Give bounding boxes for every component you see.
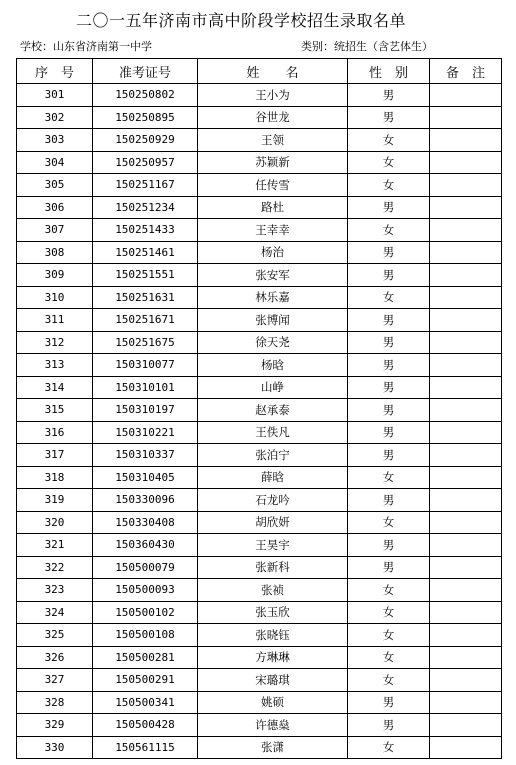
cell-gender: 女 <box>348 601 430 624</box>
cell-gender: 男 <box>348 691 430 714</box>
cell-name: 任传雪 <box>198 174 348 197</box>
cell-gender: 女 <box>348 151 430 174</box>
cell-exam-number: 150251551 <box>93 264 198 287</box>
cell-seq: 318 <box>17 466 93 489</box>
table-row <box>17 174 502 197</box>
table-row <box>17 264 502 287</box>
cell-gender: 女 <box>348 219 430 242</box>
category-label: 类别：统招生（含艺体生） <box>301 40 433 53</box>
cell-exam-number: 150360430 <box>93 534 198 557</box>
cell-seq: 326 <box>17 646 93 669</box>
cell-remarks <box>430 264 502 287</box>
table-row <box>17 736 502 759</box>
cell-exam-number: 150310337 <box>93 444 198 467</box>
table-row <box>17 241 502 264</box>
cell-gender: 女 <box>348 624 430 647</box>
cell-remarks <box>430 354 502 377</box>
cell-exam-number: 150500079 <box>93 556 198 579</box>
school-label: 学校：山东省济南第一中学 <box>20 40 152 53</box>
cell-seq: 321 <box>17 534 93 557</box>
cell-remarks <box>430 466 502 489</box>
cell-gender: 女 <box>348 646 430 669</box>
cell-exam-number: 150250957 <box>93 151 198 174</box>
cell-gender: 女 <box>348 736 430 759</box>
cell-remarks <box>430 601 502 624</box>
cell-exam-number: 150310405 <box>93 466 198 489</box>
cell-gender: 女 <box>348 466 430 489</box>
cell-remarks <box>430 196 502 219</box>
cell-exam-number: 150500281 <box>93 646 198 669</box>
cell-exam-number: 150251675 <box>93 331 198 354</box>
cell-gender: 女 <box>348 174 430 197</box>
cell-gender: 男 <box>348 556 430 579</box>
cell-exam-number: 150250929 <box>93 129 198 152</box>
cell-name: 路杜 <box>198 196 348 219</box>
table-row <box>17 376 502 399</box>
table-row <box>17 669 502 692</box>
cell-seq: 317 <box>17 444 93 467</box>
cell-remarks <box>430 714 502 737</box>
cell-gender: 男 <box>348 309 430 332</box>
cell-seq: 324 <box>17 601 93 624</box>
cell-name: 姚硕 <box>198 691 348 714</box>
cell-remarks <box>430 376 502 399</box>
cell-remarks <box>430 534 502 557</box>
cell-name: 张潇 <box>198 736 348 759</box>
cell-exam-number: 150330408 <box>93 511 198 534</box>
cell-gender: 女 <box>348 129 430 152</box>
table-row <box>17 196 502 219</box>
cell-gender: 男 <box>348 354 430 377</box>
cell-gender: 男 <box>348 399 430 422</box>
cell-seq: 313 <box>17 354 93 377</box>
cell-exam-number: 150561115 <box>93 736 198 759</box>
cell-name: 王佚凡 <box>198 421 348 444</box>
cell-seq: 328 <box>17 691 93 714</box>
cell-gender: 男 <box>348 489 430 512</box>
cell-name: 薛晗 <box>198 466 348 489</box>
cell-gender: 男 <box>348 84 430 107</box>
cell-seq: 302 <box>17 106 93 129</box>
table-header-row <box>17 59 502 84</box>
cell-seq: 301 <box>17 84 93 107</box>
cell-name: 徐天尧 <box>198 331 348 354</box>
table-row <box>17 466 502 489</box>
cell-gender: 女 <box>348 669 430 692</box>
cell-remarks <box>430 444 502 467</box>
cell-gender: 男 <box>348 534 430 557</box>
cell-seq: 323 <box>17 579 93 602</box>
cell-remarks <box>430 151 502 174</box>
cell-remarks <box>430 579 502 602</box>
cell-remarks <box>430 421 502 444</box>
cell-exam-number: 150500428 <box>93 714 198 737</box>
cell-name: 杨晗 <box>198 354 348 377</box>
table-row <box>17 511 502 534</box>
cell-seq: 316 <box>17 421 93 444</box>
cell-gender: 男 <box>348 196 430 219</box>
cell-exam-number: 150310101 <box>93 376 198 399</box>
cell-gender: 女 <box>348 579 430 602</box>
cell-seq: 330 <box>17 736 93 759</box>
cell-remarks <box>430 106 502 129</box>
cell-remarks <box>430 511 502 534</box>
cell-name: 张晓钰 <box>198 624 348 647</box>
cell-remarks <box>430 736 502 759</box>
cell-seq: 305 <box>17 174 93 197</box>
cell-gender: 男 <box>348 241 430 264</box>
cell-remarks <box>430 241 502 264</box>
cell-name: 杨治 <box>198 241 348 264</box>
table-row <box>17 714 502 737</box>
cell-gender: 男 <box>348 264 430 287</box>
header-gender: 性 别 <box>348 59 430 84</box>
table-row <box>17 489 502 512</box>
cell-gender: 女 <box>348 511 430 534</box>
cell-remarks <box>430 489 502 512</box>
cell-remarks <box>430 331 502 354</box>
cell-name: 谷世龙 <box>198 106 348 129</box>
cell-gender: 男 <box>348 331 430 354</box>
cell-exam-number: 150310077 <box>93 354 198 377</box>
cell-name: 王小为 <box>198 84 348 107</box>
cell-gender: 男 <box>348 376 430 399</box>
cell-name: 方琳琳 <box>198 646 348 669</box>
cell-name: 张安军 <box>198 264 348 287</box>
cell-seq: 306 <box>17 196 93 219</box>
cell-exam-number: 150250802 <box>93 84 198 107</box>
cell-name: 王领 <box>198 129 348 152</box>
table-row <box>17 84 502 107</box>
cell-seq: 311 <box>17 309 93 332</box>
cell-seq: 315 <box>17 399 93 422</box>
cell-name: 王昊宇 <box>198 534 348 557</box>
cell-seq: 327 <box>17 669 93 692</box>
cell-remarks <box>430 646 502 669</box>
cell-seq: 309 <box>17 264 93 287</box>
cell-name: 张祯 <box>198 579 348 602</box>
table-row <box>17 556 502 579</box>
table-row <box>17 691 502 714</box>
cell-name: 许德燊 <box>198 714 348 737</box>
cell-seq: 319 <box>17 489 93 512</box>
table-row <box>17 579 502 602</box>
header-remarks: 备 注 <box>430 59 502 84</box>
table-row <box>17 646 502 669</box>
cell-seq: 303 <box>17 129 93 152</box>
cell-exam-number: 150330096 <box>93 489 198 512</box>
cell-remarks <box>430 309 502 332</box>
cell-seq: 307 <box>17 219 93 242</box>
cell-name: 张玉欣 <box>198 601 348 624</box>
table-row <box>17 444 502 467</box>
cell-name: 王幸幸 <box>198 219 348 242</box>
table-row <box>17 151 502 174</box>
header-exam-number: 准考证号 <box>93 59 198 84</box>
header-name: 姓 名 <box>198 59 348 84</box>
cell-name: 石龙吟 <box>198 489 348 512</box>
table-row <box>17 399 502 422</box>
cell-gender: 男 <box>348 444 430 467</box>
cell-remarks <box>430 286 502 309</box>
cell-remarks <box>430 691 502 714</box>
cell-exam-number: 150310221 <box>93 421 198 444</box>
table-row <box>17 534 502 557</box>
cell-exam-number: 150251167 <box>93 174 198 197</box>
cell-exam-number: 150251671 <box>93 309 198 332</box>
cell-seq: 308 <box>17 241 93 264</box>
cell-name: 林乐嘉 <box>198 286 348 309</box>
cell-exam-number: 150251234 <box>93 196 198 219</box>
cell-seq: 320 <box>17 511 93 534</box>
cell-gender: 女 <box>348 286 430 309</box>
cell-seq: 304 <box>17 151 93 174</box>
cell-exam-number: 150500341 <box>93 691 198 714</box>
cell-exam-number: 150250895 <box>93 106 198 129</box>
cell-seq: 329 <box>17 714 93 737</box>
cell-name: 张泊宁 <box>198 444 348 467</box>
cell-name: 赵承泰 <box>198 399 348 422</box>
table-row <box>17 309 502 332</box>
document-title: 二〇一五年济南市高中阶段学校招生录取名单 <box>76 11 407 30</box>
cell-name: 苏颖新 <box>198 151 348 174</box>
table-row <box>17 331 502 354</box>
cell-remarks <box>430 174 502 197</box>
cell-remarks <box>430 129 502 152</box>
admission-table <box>16 58 502 759</box>
cell-seq: 325 <box>17 624 93 647</box>
cell-name: 宋璐琪 <box>198 669 348 692</box>
table-row <box>17 129 502 152</box>
table-row <box>17 354 502 377</box>
cell-remarks <box>430 399 502 422</box>
cell-seq: 322 <box>17 556 93 579</box>
cell-name: 胡欣妍 <box>198 511 348 534</box>
cell-seq: 314 <box>17 376 93 399</box>
cell-remarks <box>430 556 502 579</box>
table-row <box>17 624 502 647</box>
table-row <box>17 219 502 242</box>
table-row <box>17 601 502 624</box>
cell-remarks <box>430 624 502 647</box>
table-row <box>17 421 502 444</box>
table-body <box>17 84 502 759</box>
cell-remarks <box>430 669 502 692</box>
cell-seq: 312 <box>17 331 93 354</box>
cell-gender: 男 <box>348 421 430 444</box>
header-seq: 序 号 <box>17 59 93 84</box>
cell-remarks <box>430 219 502 242</box>
cell-exam-number: 150310197 <box>93 399 198 422</box>
table-row <box>17 286 502 309</box>
cell-exam-number: 150500291 <box>93 669 198 692</box>
cell-seq: 310 <box>17 286 93 309</box>
cell-exam-number: 150500093 <box>93 579 198 602</box>
cell-gender: 男 <box>348 106 430 129</box>
cell-exam-number: 150251631 <box>93 286 198 309</box>
cell-exam-number: 150251461 <box>93 241 198 264</box>
cell-name: 山峥 <box>198 376 348 399</box>
cell-gender: 男 <box>348 714 430 737</box>
cell-name: 张新科 <box>198 556 348 579</box>
table-row <box>17 106 502 129</box>
cell-exam-number: 150251433 <box>93 219 198 242</box>
cell-remarks <box>430 84 502 107</box>
cell-exam-number: 150500102 <box>93 601 198 624</box>
cell-name: 张博闻 <box>198 309 348 332</box>
cell-exam-number: 150500108 <box>93 624 198 647</box>
